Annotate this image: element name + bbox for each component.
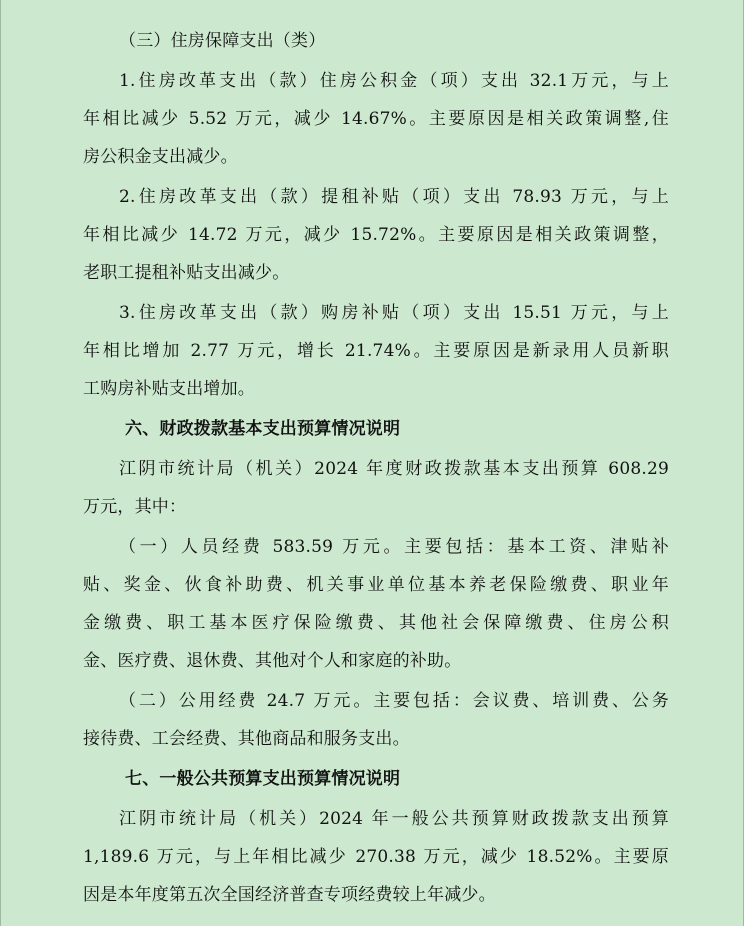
paragraph-line: 金、医疗费、退休费、其他对个人和家庭的补助。 — [83, 651, 462, 671]
paragraph-line: 老职工提租补贴支出减少。 — [83, 263, 290, 283]
subsection-heading-housing: （三）住房保障支出（类） — [119, 31, 326, 51]
paragraph-line: 因是本年度第五次全国经济普查专项经费较上年减少。 — [83, 885, 496, 905]
paragraph-line: 房公积金支出减少。 — [83, 147, 238, 167]
paragraph-line: 接待费、工会经费、其他商品和服务支出。 — [83, 729, 410, 749]
paragraph-line: 万元，其中： — [83, 497, 187, 517]
section-heading-general-budget: 七、一般公共预算支出预算情况说明 — [125, 769, 401, 789]
paragraph-line: 贴、奖金、伙食补助费、机关事业单位基本养老保险缴费、职业年 — [83, 575, 669, 595]
paragraph-line: 年相比减少 5.52 万元，减少 14.67%。主要原因是相关政策调整,住 — [83, 109, 669, 129]
paragraph-line: 工购房补贴支出增加。 — [83, 379, 255, 399]
section-heading-basic-expenditure: 六、财政拨款基本支出预算情况说明 — [125, 419, 401, 439]
paragraph-line: 年相比减少 14.72 万元，减少 15.72%。主要原因是相关政策调整， — [83, 225, 669, 245]
paragraph-line: 江阴市统计局（机关）2024 年一般公共预算财政拨款支出预算 — [119, 809, 669, 829]
paragraph-line: （二）公用经费 24.7 万元。主要包括：会议费、培训费、公务 — [119, 691, 669, 711]
paragraph-line: 1,189.6 万元，与上年相比减少 270.38 万元，减少 18.52%。主要原 — [83, 847, 669, 867]
paragraph-line: 1.住房改革支出（款）住房公积金（项）支出 32.1万元，与上 — [119, 71, 669, 91]
paragraph-line: 3.住房改革支出（款）购房补贴（项）支出 15.51 万元，与上 — [119, 303, 669, 323]
paragraph-line: 2.住房改革支出（款）提租补贴（项）支出 78.93 万元，与上 — [119, 187, 669, 207]
paragraph-line: 金缴费、职工基本医疗保险缴费、其他社会保障缴费、住房公积 — [83, 613, 669, 633]
paragraph-line: 江阴市统计局（机关）2024 年度财政拨款基本支出预算 608.29 — [119, 459, 669, 479]
paragraph-line: （一）人员经费 583.59 万元。主要包括：基本工资、津贴补 — [119, 537, 669, 557]
paragraph-line: 年相比增加 2.77 万元，增长 21.74%。主要原因是新录用人员新职 — [83, 341, 669, 361]
